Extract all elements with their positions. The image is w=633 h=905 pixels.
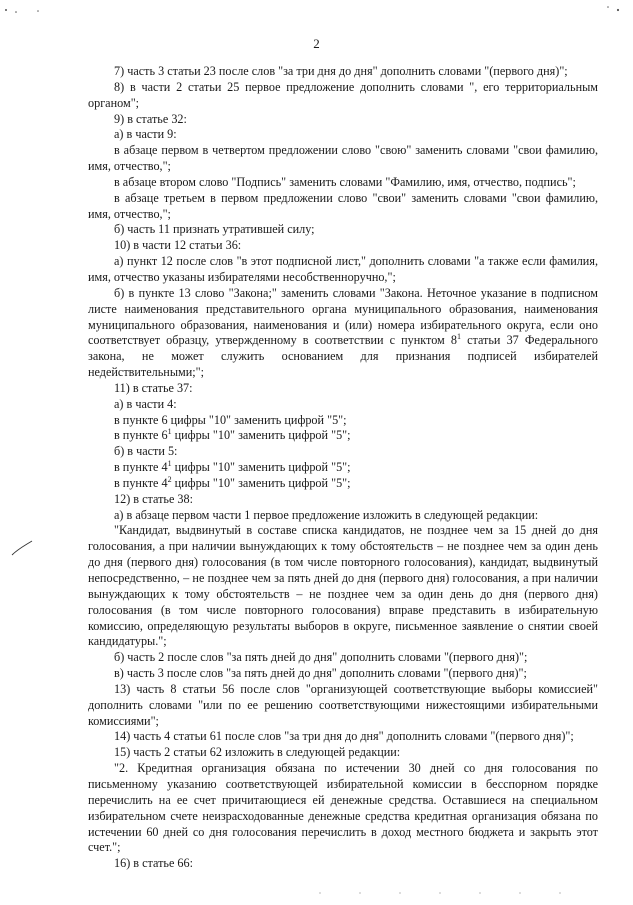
scan-mark-top-right <box>607 6 619 11</box>
paragraph-text: а) в абзаце первом части 1 первое предложение изложить в следующей редакции: <box>114 507 539 522</box>
paragraph-text: в абзаце первом в четвертом предложении слово "свою" заменить словами "свои фамилию, имя, отчество,"; <box>88 143 598 174</box>
paragraph-text: а) пункт 12 после слов "в этот подписной лист," дополнить словами "а также если фамилия, имя, отчество указаны избирателями несобственноручно,"; <box>88 254 598 284</box>
paragraph-superscript: 1 <box>456 332 461 342</box>
paragraph-text: 8) в части 2 статьи 25 первое предложение дополнить словами ", его территориальным органом"; <box>88 79 598 110</box>
paragraph-text: "Кандидат, выдвинутый в составе списка кандидатов, не позднее чем за 15 дней до дня голосования, а при наличии вынуждающих к тому обстоятельств – не позднее чем за один день до дня (первого дня) голосования (в том числе повторного голосования), кандидат, выдвинутый непосредственно, – не позднее чем за пять дней до дня (первого дня) голосования, а при наличии вынуждающих к тому обстоятельств – не позднее чем за один день до дня (первого дня) голосования (в том числе повторного голосования) вправе представить в избирательную комиссию, определяющую результаты выборов в округе, письменное заявление о снятии своей кандидатуры."; <box>88 523 598 649</box>
paragraph-text: цифры "10" заменить цифрой "5"; <box>171 475 351 490</box>
paragraph-text: цифры "10" заменить цифрой "5"; <box>171 460 351 475</box>
paragraph-superscript: 1 <box>167 427 172 437</box>
paragraph-text: в абзаце третьем в первом предложении слово "свои" заменить словами "свои фамилию, имя, отчество,"; <box>88 190 598 221</box>
paragraph-text: 7) часть 3 статьи 23 после слов "за три дня до дня" дополнить словами "(первого дня)"; <box>114 64 568 78</box>
paragraph-text: б) часть 11 признать утратившей силу; <box>114 222 315 237</box>
paragraph-text: б) в части 5: <box>114 444 178 459</box>
paragraph-text: 9) в статье 32: <box>114 111 187 126</box>
paragraph-text: а) в части 9: <box>114 127 177 142</box>
paragraph-text: в абзаце втором слово "Подпись" заменить словами "Фамилию, имя, отчество, подпись"; <box>114 174 576 189</box>
paragraph-text: в пункте 6 цифры "10" заменить цифрой "5"; <box>114 412 347 427</box>
paragraph-text: 10) в части 12 статьи 36: <box>114 238 242 253</box>
paragraph-text: а) в части 4: <box>114 396 177 411</box>
scan-mark-top-left <box>5 9 39 13</box>
paragraph-text: 16) в статье 66: <box>114 856 193 871</box>
scan-mark-bottom <box>319 892 560 893</box>
paragraph-text: б) часть 2 после слов "за пять дней до дня" дополнить словами "(первого дня)"; <box>114 650 528 665</box>
paragraph-text: в пункте 4 <box>114 460 168 475</box>
paragraph-superscript: 1 <box>167 459 172 469</box>
page-number: 2 <box>313 36 320 51</box>
paragraph-text: 14) часть 4 статьи 61 после слов "за три дня до дня" дополнить словами "(первого дня)"; <box>114 729 574 744</box>
scan-mark-margin-left <box>12 541 32 555</box>
paragraph-text: в) часть 3 после слов "за пять дней до дня" дополнить словами "(первого дня)"; <box>114 666 527 681</box>
paragraph-text: цифры "10" заменить цифрой "5"; <box>171 428 351 443</box>
paragraph-superscript: 2 <box>167 474 172 484</box>
paragraph-text: в пункте 4 <box>114 475 168 490</box>
paragraph-text: 13) часть 8 статьи 56 после слов "организующей соответствующие выборы комиссией" дополнить словами "или по ее решению соответствующими нижестоящими избирательными комиссиями"; <box>88 681 598 728</box>
paragraph-text: 11) в статье 37: <box>114 380 193 395</box>
paragraph-text: 12) в статье 38: <box>114 491 193 506</box>
paragraph-text: статьи 37 Федерального закона, не может служить основанием для признания подписей избирателей недействительными;"; <box>88 333 598 380</box>
paragraph-text: "2. Кредитная организация обязана по истечении 30 дней со дня голосования по письменному указанию соответствующей избирательной комиссии в бесспорном порядке перечислить на ее счет причитающиеся ей денежные средства. Оставшиеся на специальном избирательном счете неизрасходованные денежные средства кредитная организация обязана по истечении 60 дней со дня голосования перечислить в доход местного бюджета и закрыть этот счет."; <box>88 761 598 855</box>
paragraph-text: 15) часть 2 статьи 62 изложить в следующей редакции: <box>114 745 401 760</box>
paragraph-text: б) в пункте 13 слово "Закона;" заменить словами "Закона. Неточное указание в подписном листе наименования представительного органа муниципального образования, наименования муниципального образования, наименования и (или) номера избирательного округа, если оно соответствует образцу, утвержденному в соответствии с пунктом 8 <box>88 285 598 348</box>
paragraph-text: в пункте 6 <box>114 428 168 443</box>
